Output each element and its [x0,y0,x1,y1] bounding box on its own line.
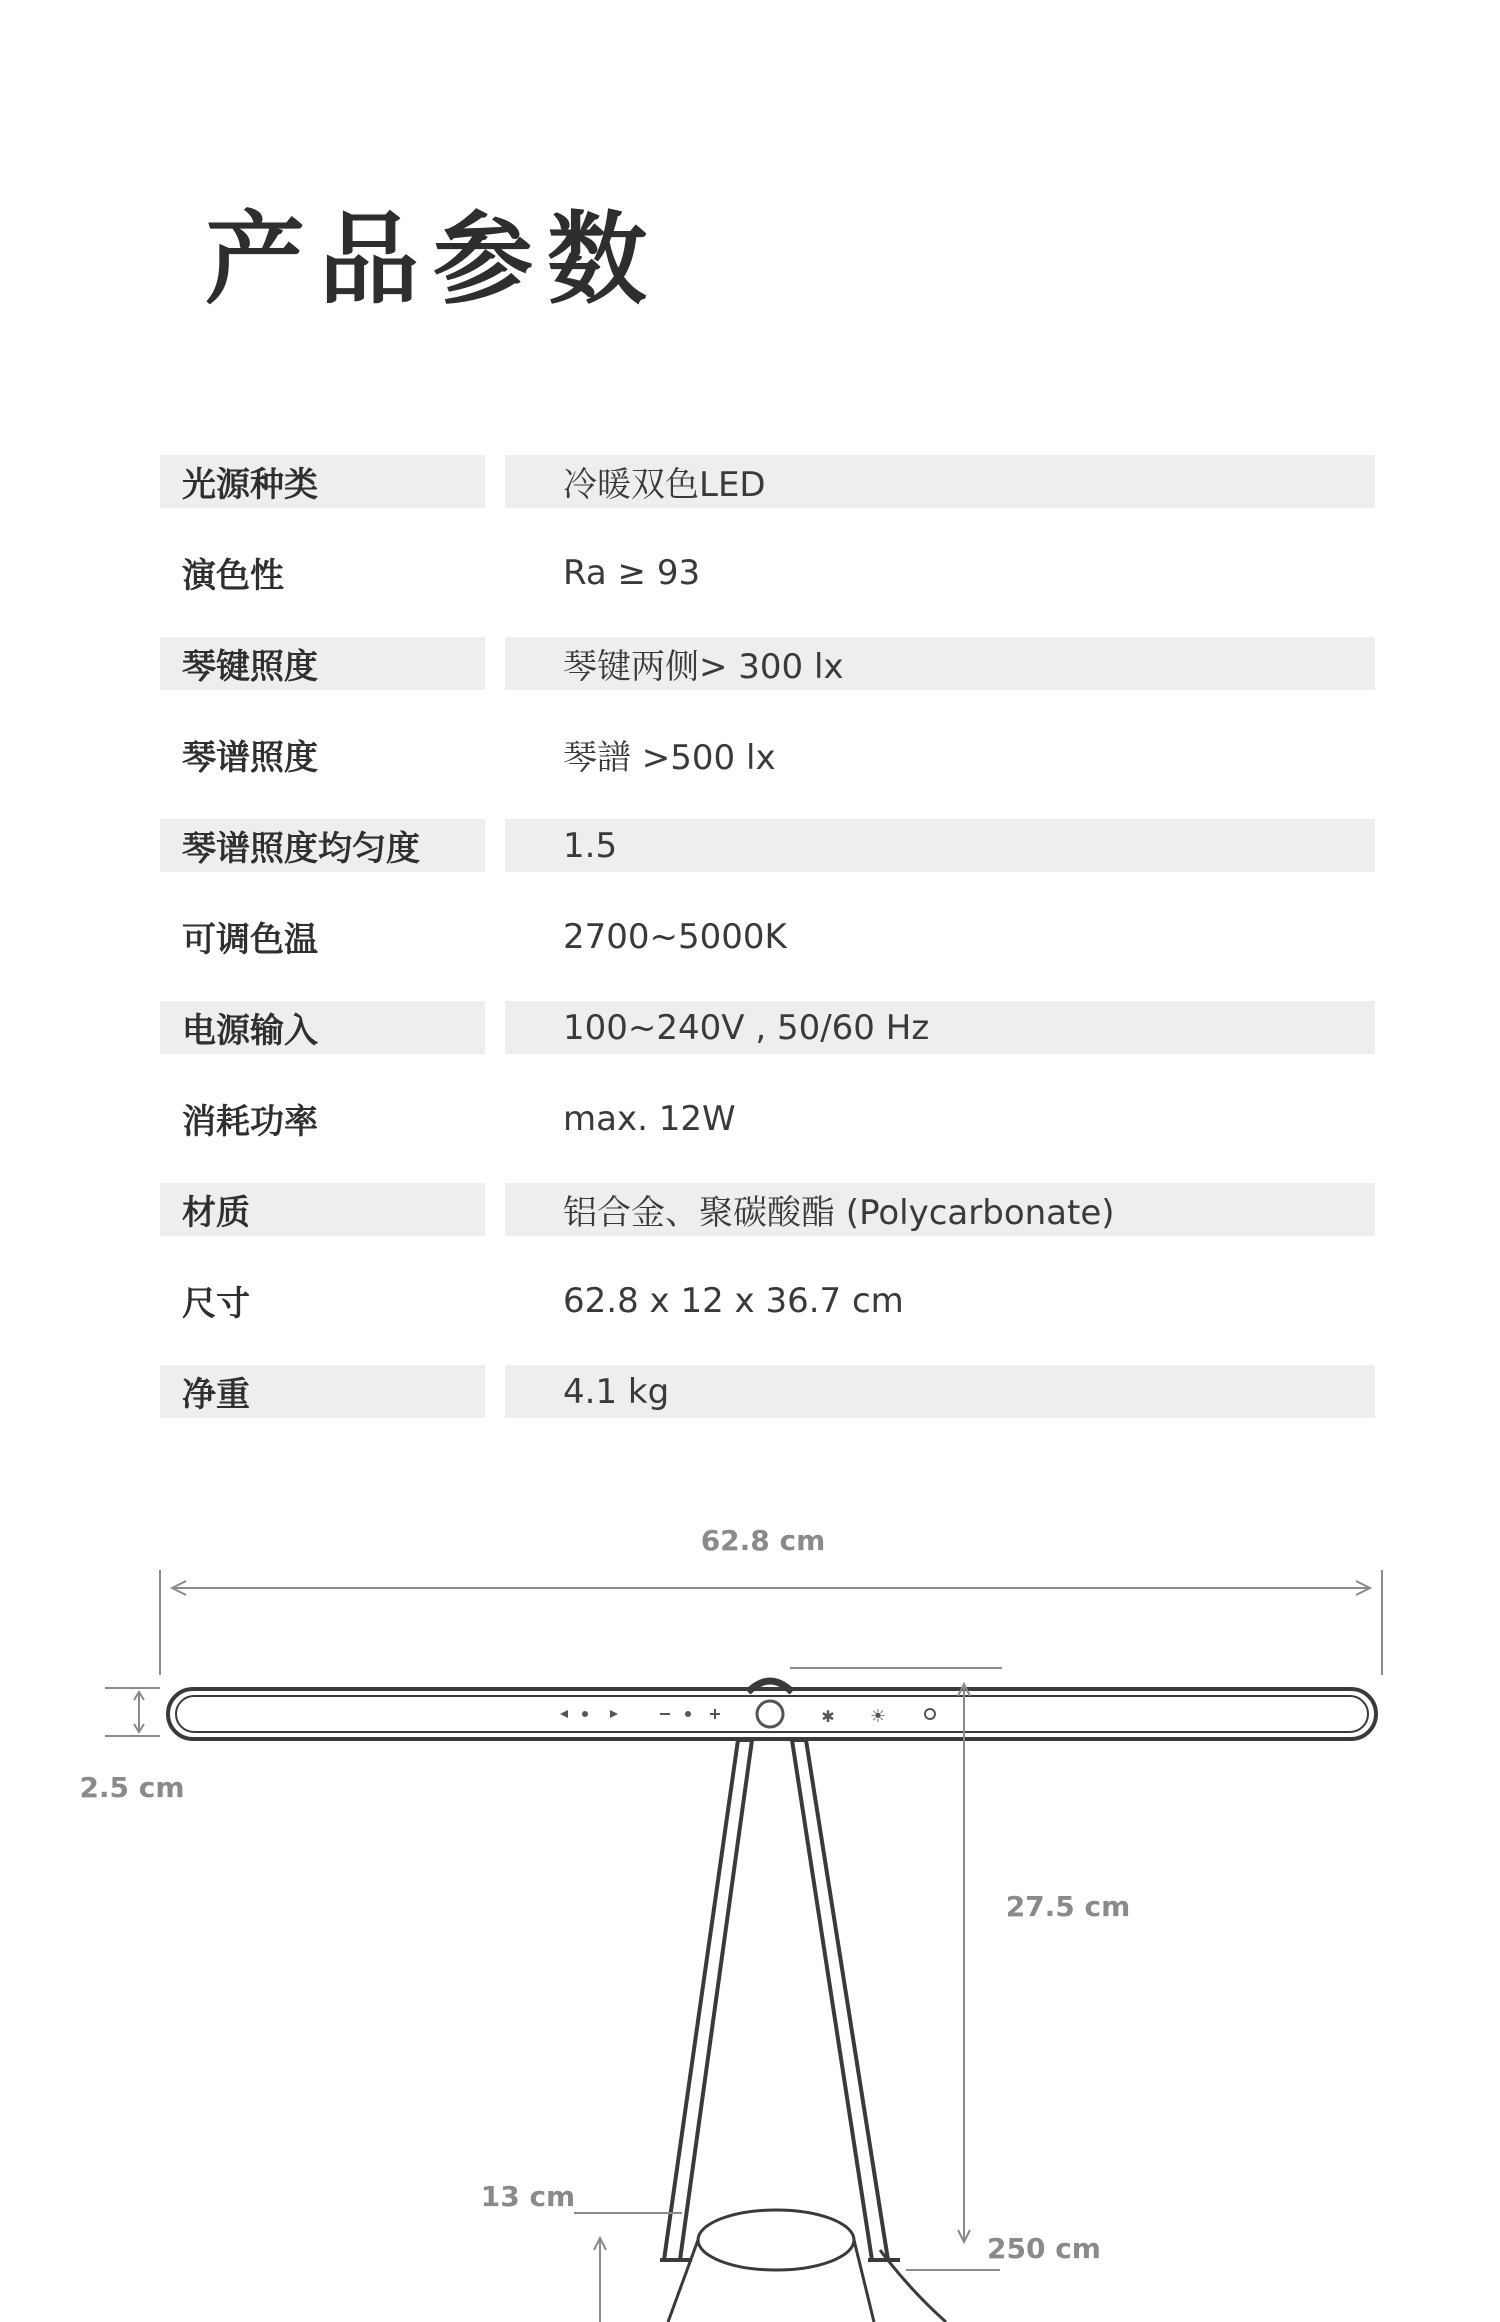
bar-height-dimension [105,1688,160,1736]
spec-label: 尺寸 [182,1284,250,1324]
sun-icon: ☀ [869,1706,887,1727]
spec-row [160,455,1375,546]
lamp-dimension-diagram [0,1500,1500,2322]
power-button-icon [757,1701,783,1727]
spec-value: 62.8 x 12 x 36.7 cm [563,1280,904,1321]
width-dimension [160,1570,1382,1675]
base-height-label: 13 cm [480,2180,576,2213]
spec-row [160,637,1375,728]
spec-table [160,455,1375,1456]
spec-row [160,1183,1375,1274]
spec-value: 2700~5000K [563,916,787,957]
spec-row [160,1092,1375,1183]
spec-label: 演色性 [182,556,284,596]
spec-row [160,1274,1375,1365]
control-panel [560,1701,935,1727]
bar-height-label: 2.5 cm [79,1771,185,1804]
spec-row [160,1001,1375,1092]
brightness-icon: ✱ [821,1707,835,1726]
spec-row [160,910,1375,1001]
spec-value: 4.1 kg [505,1365,1375,1418]
dot-icon [582,1711,588,1717]
spec-label: 光源种类 [160,455,485,508]
arm-height-dimension [790,1668,1002,2270]
spec-value: 冷暖双色LED [505,455,1375,508]
plus-icon [710,1709,720,1719]
spec-label: 电源输入 [160,1001,485,1054]
lamp-base [668,2210,946,2322]
next-icon [610,1710,618,1718]
spec-label: 消耗功率 [182,1102,318,1142]
spec-label: 琴谱照度均匀度 [160,819,485,872]
width-label: 62.8 cm [700,1524,826,1557]
moon-icon [925,1709,935,1719]
spec-label: 可调色温 [182,920,318,960]
spec-row [160,1365,1375,1456]
spec-value: Ra ≥ 93 [563,552,701,593]
spec-label: 琴键照度 [160,637,485,690]
spec-label: 净重 [160,1365,485,1418]
spec-value: max. 12W [563,1098,736,1139]
spec-row [160,728,1375,819]
spec-row [160,819,1375,910]
dot-icon [685,1711,691,1717]
light-bar [168,1681,1376,1739]
spec-value: 琴譜 >500 lx [563,738,776,778]
cable-length-label: 250 cm [987,2232,1101,2265]
spec-value: 1.5 [505,819,1375,872]
spec-label: 材质 [160,1183,485,1236]
lamp-arms [660,1740,900,2260]
spec-row [160,546,1375,637]
spec-label: 琴谱照度 [182,738,318,778]
spec-value: 铝合金、聚碳酸酯 (Polycarbonate) [505,1183,1375,1236]
base-height-dimension [574,2213,682,2322]
page-title: 产品参数 [205,201,661,318]
arm-height-label: 27.5 cm [1005,1890,1131,1923]
prev-icon [560,1710,568,1718]
spec-value: 琴键两侧> 300 lx [505,637,1375,690]
spec-value: 100~240V , 50/60 Hz [505,1001,1375,1054]
